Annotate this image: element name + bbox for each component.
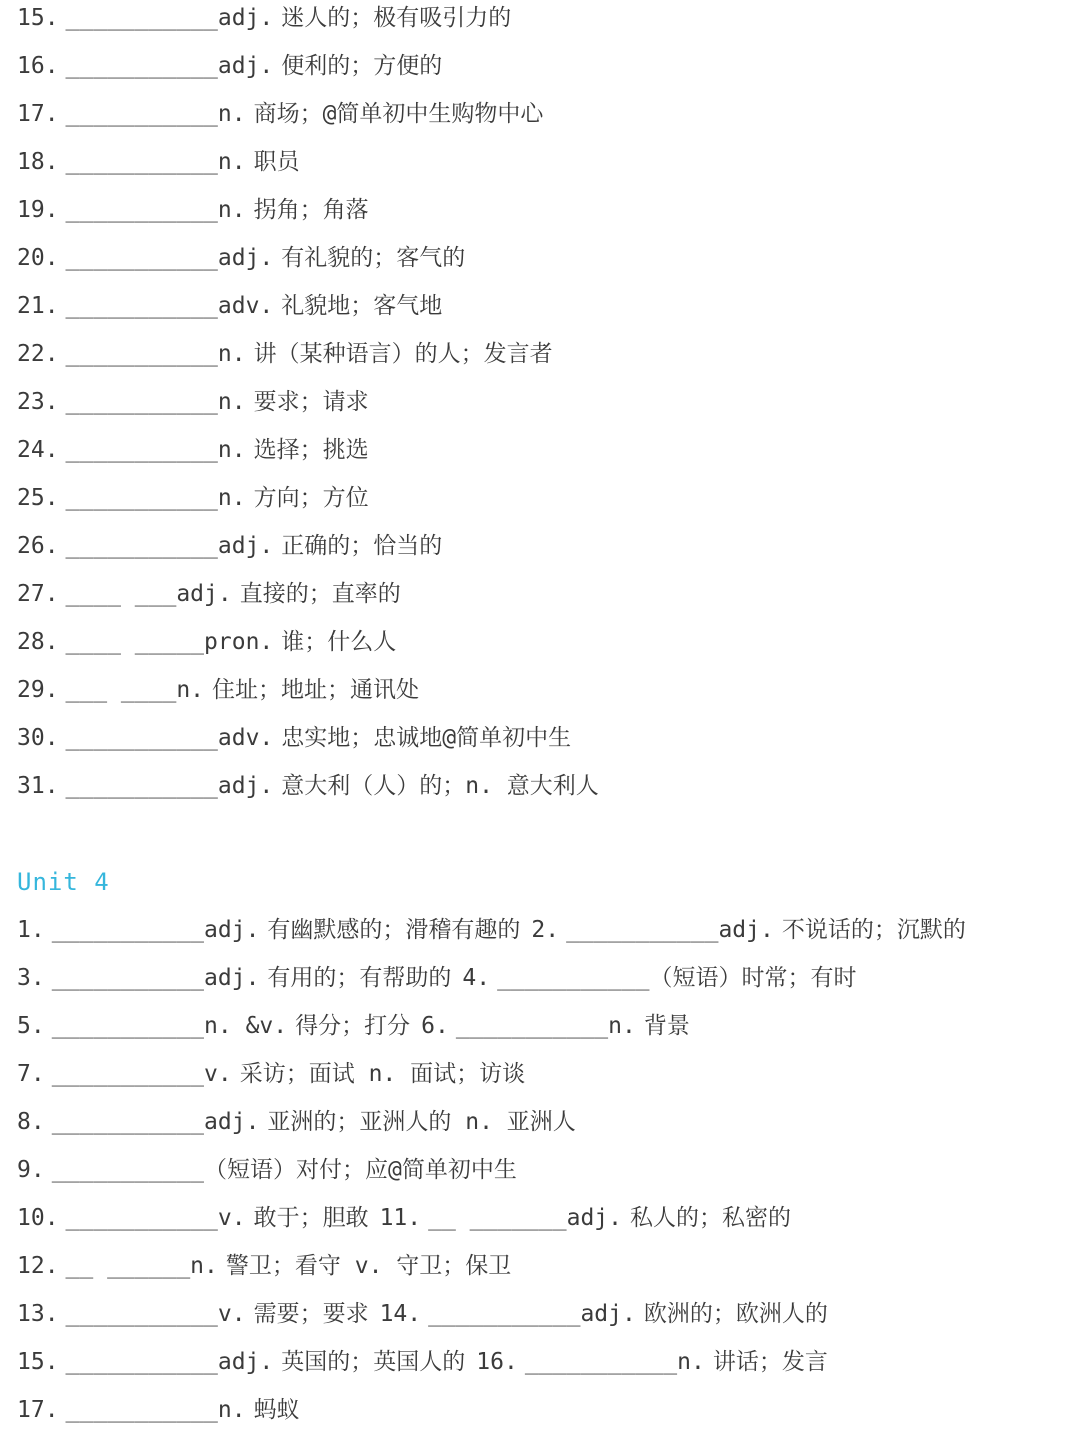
vocab-line [17, 474, 1080, 522]
vocab-line [17, 906, 1080, 954]
part-of-speech: adj. [204, 1109, 260, 1135]
definition-text: 便利的；方便的 [281, 53, 443, 79]
answer-blank: ___________ [65, 245, 218, 271]
definition-text: 住址；地址；通讯处 [212, 677, 420, 703]
vocab-line [17, 426, 1080, 474]
definition-text: 背景 [643, 1013, 690, 1039]
item-number: 8. [17, 1109, 45, 1135]
vocab-line [17, 42, 1080, 90]
answer-blank: ___________ [51, 1157, 205, 1183]
vocab-line [17, 1146, 1080, 1194]
answer-blank: ___________ [65, 533, 218, 559]
part-of-speech: adj. [580, 1301, 636, 1327]
definition-text: 不说话的；沉默的 [781, 917, 966, 943]
item-number: 28. [17, 629, 59, 655]
part-of-speech: adj. [217, 5, 274, 31]
vocab-entry [17, 485, 369, 511]
answer-blank: ___________ [65, 773, 218, 799]
answer-blank: ___________ [65, 1349, 218, 1375]
answer-blank: ___________ [65, 5, 218, 31]
vocab-entry [17, 533, 442, 559]
definition-text: 敢于；胆敢 [253, 1205, 369, 1231]
vocab-line [17, 186, 1080, 234]
vocab-entry [17, 1157, 517, 1183]
vocab-entry [17, 1349, 465, 1375]
item-number: 12. [17, 1253, 59, 1279]
answer-blank: ___________ [51, 1013, 205, 1039]
part-of-speech: n. [217, 341, 246, 367]
vocab-line [17, 1290, 1080, 1338]
vocab-entry [17, 293, 442, 319]
part-of-speech: adj. [217, 533, 274, 559]
answer-blank: ___________ [51, 917, 205, 943]
vocab-entry [380, 1301, 828, 1327]
vocab-entry [17, 677, 419, 703]
part-of-speech: adv. [217, 293, 274, 319]
item-number: 17. [17, 101, 59, 127]
item-number: 15. [17, 5, 59, 31]
part-of-speech: n. [677, 1349, 705, 1375]
vocab-line [17, 1242, 1080, 1290]
item-number: 11. [379, 1205, 422, 1231]
answer-blank: __ _______ [428, 1205, 567, 1231]
vocab-entry [17, 1301, 369, 1327]
answer-blank: ___________ [65, 293, 218, 319]
item-number: 31. [17, 773, 59, 799]
item-number: 29. [17, 677, 59, 703]
vocab-entry [17, 389, 369, 415]
answer-blank: ___________ [65, 725, 218, 751]
item-number: 9. [17, 1157, 45, 1183]
item-number: 16. [17, 53, 59, 79]
answer-blank: ___________ [51, 965, 205, 991]
item-number: 14. [379, 1301, 422, 1327]
definition-text: 英国的；英国人的 [281, 1349, 466, 1375]
unit4-heading: Unit 4 [17, 868, 110, 896]
vocab-line [17, 714, 1080, 762]
definition-text: 方向；方位 [253, 485, 369, 511]
vocab-line [17, 330, 1080, 378]
part-of-speech: adj. [566, 1205, 622, 1231]
vocab-entry [17, 1061, 525, 1087]
answer-blank: ___________ [65, 1205, 218, 1231]
item-number: 1. [17, 917, 45, 943]
definition-text: 迷人的；极有吸引力的 [281, 5, 512, 31]
item-number: 26. [17, 533, 59, 559]
vocab-entry [17, 917, 520, 943]
part-of-speech: n. [217, 389, 246, 415]
part-of-speech: adj. [204, 965, 260, 991]
vocab-entry [17, 629, 396, 655]
vocab-line [17, 1098, 1080, 1146]
part-of-speech: n. [217, 149, 246, 175]
vocab-line [17, 138, 1080, 186]
part-of-speech: n. [190, 1253, 218, 1279]
part-of-speech: v. [217, 1301, 246, 1327]
item-number: 10. [17, 1205, 59, 1231]
vocab-entry [17, 773, 599, 799]
vocab-line [17, 570, 1080, 618]
vocab-entry [17, 437, 369, 463]
part-of-speech: n. &v. [204, 1013, 288, 1039]
answer-blank: ___________ [428, 1301, 581, 1327]
answer-blank: ___________ [65, 101, 218, 127]
prev-unit-list [17, 0, 1080, 810]
item-number: 22. [17, 341, 59, 367]
vocab-entry [17, 1253, 511, 1279]
answer-blank: ___________ [65, 485, 218, 511]
vocab-entry [17, 1397, 300, 1423]
part-of-speech: n. [217, 101, 246, 127]
answer-blank: ___________ [51, 1109, 205, 1135]
part-of-speech: adj. [217, 245, 274, 271]
vocab-entry [17, 101, 543, 127]
item-number: 19. [17, 197, 59, 223]
vocab-line [17, 1386, 1080, 1434]
answer-blank: ___ ____ [65, 677, 177, 703]
vocab-line [17, 1338, 1080, 1386]
definition-text: 要求；请求 [253, 389, 369, 415]
vocab-line [17, 90, 1080, 138]
vocab-line [17, 666, 1080, 714]
answer-blank: ___________ [51, 1061, 205, 1087]
part-of-speech: n. [217, 1397, 246, 1423]
part-of-speech: adj. [176, 581, 232, 607]
vocab-line [17, 378, 1080, 426]
vocab-entry [17, 149, 300, 175]
vocab-entry [17, 1205, 369, 1231]
part-of-speech: v. [217, 1205, 246, 1231]
part-of-speech: n. [608, 1013, 636, 1039]
vocab-line [17, 1002, 1080, 1050]
vocab-entry [531, 917, 965, 943]
definition-text: 警卫；看守 v. 守卫；保卫 [225, 1253, 512, 1279]
answer-blank: ___________ [65, 341, 218, 367]
vocab-line [17, 522, 1080, 570]
vocab-entry [17, 1109, 576, 1135]
definition-text: 讲（某种语言）的人；发言者 [253, 341, 553, 367]
definition-text: （短语）时常；有时 [649, 965, 857, 991]
vocab-line [17, 234, 1080, 282]
vocab-line [17, 1194, 1080, 1242]
item-number: 20. [17, 245, 59, 271]
vocab-line [17, 618, 1080, 666]
part-of-speech: adj. [204, 917, 260, 943]
item-number: 15. [17, 1349, 59, 1375]
vocab-entry [17, 581, 401, 607]
item-number: 13. [17, 1301, 59, 1327]
vocab-entry [17, 341, 553, 367]
part-of-speech: pron. [204, 629, 274, 655]
definition-text: 商场；@简单初中生购物中心 [253, 101, 544, 127]
vocab-entry [421, 1013, 690, 1039]
item-number: 21. [17, 293, 59, 319]
definition-text: 有幽默感的；滑稽有趣的 [267, 917, 521, 943]
part-of-speech: adj. [217, 53, 274, 79]
definition-text: （短语）对付；应@简单初中生 [204, 1157, 517, 1183]
definition-text: 蚂蚁 [253, 1397, 300, 1423]
definition-text: 亚洲的；亚洲人的 n. 亚洲人 [267, 1109, 576, 1135]
vocab-entry [17, 197, 369, 223]
definition-text: 意大利（人）的；n. 意大利人 [281, 773, 599, 799]
definition-text: 谁；什么人 [281, 629, 397, 655]
definition-text: 得分；打分 [295, 1013, 411, 1039]
part-of-speech: v. [204, 1061, 232, 1087]
definition-text: 选择；挑选 [253, 437, 369, 463]
answer-blank: ___________ [65, 53, 218, 79]
part-of-speech: adj. [217, 1349, 274, 1375]
vocab-entry [17, 965, 451, 991]
definition-text: 需要；要求 [253, 1301, 369, 1327]
answer-blank: ___________ [65, 437, 218, 463]
answer-blank: ___________ [497, 965, 650, 991]
item-number: 17. [17, 1397, 59, 1423]
answer-blank: ___________ [65, 389, 218, 415]
item-number: 30. [17, 725, 59, 751]
vocab-line [17, 762, 1080, 810]
vocab-entry [17, 725, 571, 751]
definition-text: 私人的；私密的 [630, 1205, 791, 1231]
answer-blank: ___________ [65, 197, 218, 223]
definition-text: 有礼貌的；客气的 [281, 245, 466, 271]
item-number: 18. [17, 149, 59, 175]
part-of-speech: n. [176, 677, 205, 703]
item-number: 23. [17, 389, 59, 415]
vocab-entry [476, 1349, 828, 1375]
item-number: 6. [421, 1013, 449, 1039]
answer-blank: ___________ [65, 1397, 218, 1423]
vocab-line [17, 0, 1080, 42]
part-of-speech: n. [217, 485, 246, 511]
vocab-line [17, 1050, 1080, 1098]
vocab-entry [380, 1205, 791, 1231]
answer-blank: ____ ___ [65, 581, 177, 607]
item-number: 25. [17, 485, 59, 511]
definition-text: 忠实地；忠诚地@简单初中生 [281, 725, 572, 751]
item-number: 2. [531, 917, 560, 943]
vocab-entry [462, 965, 856, 991]
part-of-speech: n. [217, 437, 246, 463]
vocab-line [17, 954, 1080, 1002]
definition-text: 直接的；直率的 [239, 581, 401, 607]
definition-text: 职员 [253, 149, 300, 175]
item-number: 3. [17, 965, 45, 991]
answer-blank: ___________ [524, 1349, 678, 1375]
item-number: 27. [17, 581, 59, 607]
item-number: 5. [17, 1013, 45, 1039]
part-of-speech: adv. [217, 725, 274, 751]
answer-blank: ___________ [65, 1301, 218, 1327]
item-number: 16. [476, 1349, 518, 1375]
vocab-entry [17, 1013, 410, 1039]
item-number: 7. [17, 1061, 45, 1087]
definition-text: 有用的；有帮助的 [267, 965, 452, 991]
item-number: 4. [462, 965, 491, 991]
definition-text: 讲话；发言 [712, 1349, 828, 1375]
definition-text: 正确的；恰当的 [281, 533, 443, 559]
part-of-speech: adj. [217, 773, 274, 799]
answer-blank: __ ______ [65, 1253, 191, 1279]
part-of-speech: adj. [718, 917, 774, 943]
definition-text: 礼貌地；客气地 [281, 293, 443, 319]
vocab-line [17, 282, 1080, 330]
answer-blank: ____ _____ [65, 629, 205, 655]
definition-text: 欧洲的；欧洲人的 [643, 1301, 828, 1327]
vocab-entry [17, 53, 442, 79]
item-number: 24. [17, 437, 59, 463]
unit4-list [17, 906, 1080, 1434]
definition-text: 采访；面试 n. 面试；访谈 [239, 1061, 526, 1087]
definition-text: 拐角；角落 [253, 197, 369, 223]
vocab-entry [17, 245, 465, 271]
part-of-speech: n. [217, 197, 246, 223]
answer-blank: ___________ [65, 149, 218, 175]
answer-blank: ___________ [566, 917, 719, 943]
answer-blank: ___________ [455, 1013, 609, 1039]
vocab-entry [17, 5, 511, 31]
